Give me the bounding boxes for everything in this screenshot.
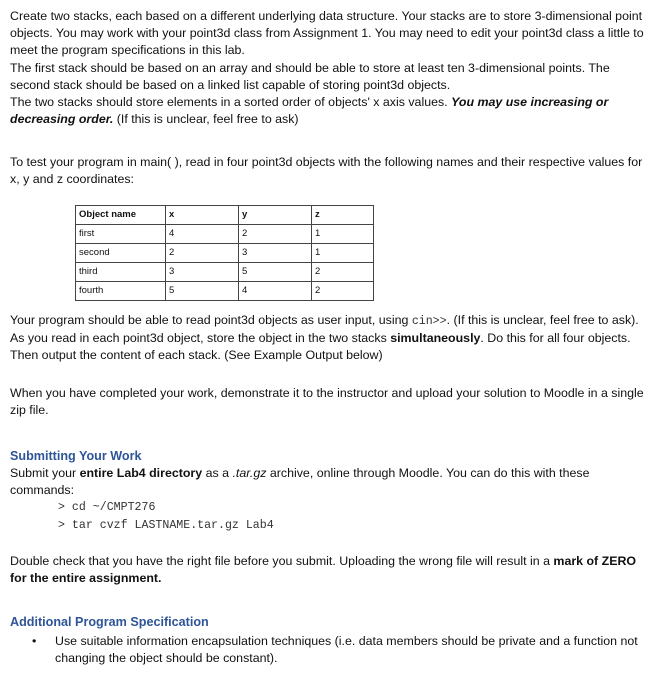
point-table xyxy=(75,205,374,301)
spec-heading: Additional Program Specification xyxy=(10,615,209,629)
intro-text: Create two stacks, each based on a different underlying data structure. Your stacks are to store 3-dimensional point objects. You may work with your point3d class from Assignment 1. You may need to edit your point3d class a little to meet the program specifications in this lab. xyxy=(10,9,644,58)
cell-x: 5 xyxy=(166,282,239,301)
test-paragraph: To test your program in main( ), read in four point3d objects with the following names and their respective values for x, y and z coordinates: xyxy=(10,155,643,187)
input-text-3: . Do this for all four objects. Then output the content of each stack. (See Example Output below) xyxy=(10,331,631,363)
cell-z: 1 xyxy=(312,244,374,263)
cell-name: second xyxy=(76,244,166,263)
cell-z: 1 xyxy=(312,225,374,244)
cell-z: 2 xyxy=(312,282,374,301)
input-text-2: . (If this is unclear, feel free to ask). As you read in each point3d object, store the object in the two stacks xyxy=(10,313,639,346)
cell-z: 2 xyxy=(312,263,374,282)
stack-types-text: The first stack should be based on an array and should be able to store at least ten 3-dimensional points. The second stack should be based on a linked list capable of storing point3d objects. xyxy=(10,60,610,92)
cell-name: third xyxy=(76,263,166,282)
command-tar: > tar cvzf LASTNAME.tar.gz Lab4 xyxy=(58,519,274,532)
cell-y: 5 xyxy=(239,263,312,282)
submit-text-2: as a xyxy=(202,466,233,480)
cell-y: 4 xyxy=(239,282,312,301)
table-row xyxy=(76,282,374,301)
table-row xyxy=(76,225,374,244)
table-header-row xyxy=(76,206,374,225)
cell-x: 3 xyxy=(166,263,239,282)
submit-text: Submit your xyxy=(10,466,80,480)
header-x: x xyxy=(166,206,239,225)
table-row xyxy=(76,263,374,282)
cin-code: cin>> xyxy=(411,315,447,328)
zero-mark-emphasis: mark of ZERO for the entire assignment. xyxy=(10,554,637,586)
header-object-name: Object name xyxy=(76,206,166,225)
cell-name: first xyxy=(76,225,166,244)
intro-paragraph xyxy=(10,8,646,128)
spec-item: Use suitable information encapsulation techniques (i.e. data members should be private and a function not changing the object should be constant). xyxy=(55,634,638,666)
bullet-icon: • xyxy=(32,634,37,648)
order-emphasis: You may use increasing or decreasing order. xyxy=(10,95,609,127)
cell-x: 2 xyxy=(166,244,239,263)
table-row xyxy=(76,244,374,263)
archive-extension: .tar.gz xyxy=(232,466,267,480)
header-z: z xyxy=(312,206,374,225)
warning-paragraph xyxy=(10,553,646,587)
input-text: Your program should be able to read point3d objects as user input, using xyxy=(10,313,412,327)
demo-paragraph: When you have completed your work, demonstrate it to the instructor and upload your solution to Moodle in a single zip file. xyxy=(10,386,644,418)
submit-paragraph xyxy=(10,465,646,499)
submit-text-3: archive, online through Moodle. You can do this with these commands: xyxy=(10,466,590,498)
submitting-heading: Submitting Your Work xyxy=(10,449,142,463)
command-cd: > cd ~/CMPT276 xyxy=(58,501,156,514)
input-paragraph xyxy=(10,312,646,365)
cell-y: 3 xyxy=(239,244,312,263)
ask-note: (If this is unclear, feel free to ask) xyxy=(113,112,299,127)
sort-order-text: The two stacks should store elements in a sorted order of objects' x axis values. xyxy=(10,95,452,110)
header-y: y xyxy=(239,206,312,225)
warning-text: Double check that you have the right file before you submit. Uploading the wrong file will result in a xyxy=(10,554,554,568)
cell-y: 2 xyxy=(239,225,312,244)
lab-directory-emphasis: entire Lab4 directory xyxy=(79,466,203,480)
cell-x: 4 xyxy=(166,225,239,244)
cell-name: fourth xyxy=(76,282,166,301)
simultaneously-emphasis: simultaneously xyxy=(390,331,481,346)
